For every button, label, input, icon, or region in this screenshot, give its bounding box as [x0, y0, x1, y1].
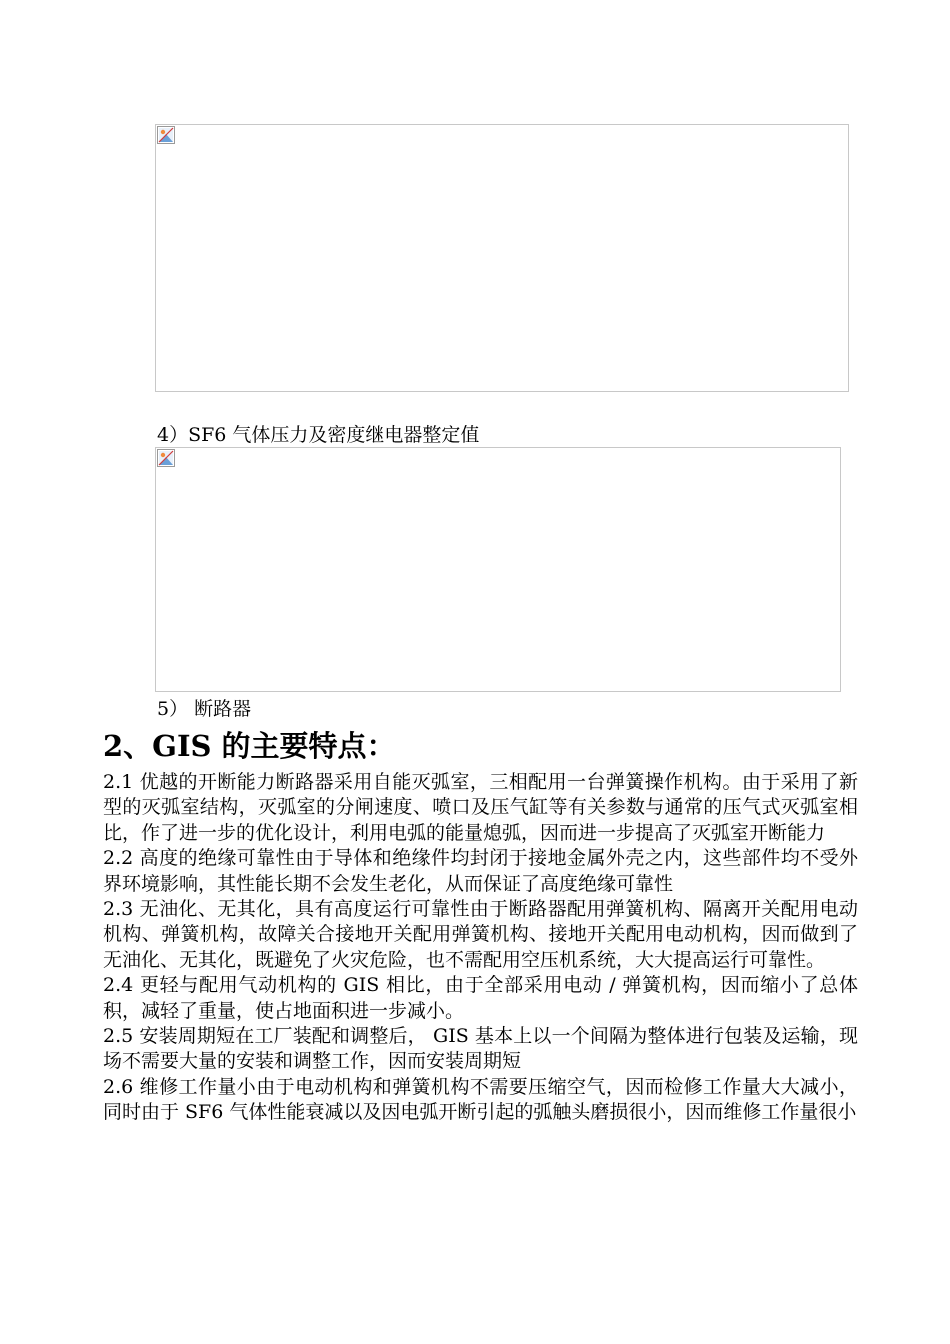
image-placeholder-1	[155, 124, 849, 392]
figure-caption-sf6-relay: 4）SF6 气体压力及密度继电器整定值	[157, 424, 480, 446]
broken-image-icon	[157, 449, 175, 467]
figure-caption-breaker: 5） 断路器	[157, 698, 252, 720]
paragraph-2-1: 2.1 优越的开断能力断路器采用自能灭弧室，三相配用一台弹簧操作机构。由于采用了新型的灭弧室结构，灭弧室的分闸速度、喷口及压气缸等有关参数与通常的压气式灭弧室相比，作了进一步的优化设计，利用电弧的能量熄弧，因而进一步提高了灭弧室开断能力	[103, 771, 858, 844]
paragraph-2-5: 2.5 安装周期短在工厂装配和调整后， GIS 基本上以一个间隔为整体进行包装及运输，现场不需要大量的安装和调整工作，因而安装周期短	[103, 1025, 858, 1073]
section-heading: 2、GIS 的主要特点：	[103, 729, 396, 763]
section-body	[103, 770, 858, 1126]
paragraph-2-2: 2.2 高度的绝缘可靠性由于导体和绝缘件均封闭于接地金属外壳之内，这些部件均不受外界环境影响，其性能长期不会发生老化，从而保证了高度绝缘可靠性	[103, 847, 858, 895]
paragraph-2-6: 2.6 维修工作量小由于电动机构和弹簧机构不需要压缩空气，因而检修工作量大大减小，同时由于 SF6 气体性能衰减以及因电弧开断引起的弧触头磨损很小，因而维修工作量很小	[103, 1075, 858, 1124]
image-placeholder-2	[155, 447, 841, 692]
paragraph-2-3: 2.3 无油化、无其化，具有高度运行可靠性由于断路器配用弹簧机构、隔离开关配用电动机构、弹簧机构，故障关合接地开关配用弹簧机构、接地开关配用电动机构，因而做到了无油化、无其化，既避免了火灾危险，也不需配用空压机系统，大大提高运行可靠性。	[103, 898, 858, 971]
paragraph-2-4: 2.4 更轻与配用气动机构的 GIS 相比，由于全部采用电动 / 弹簧机构，因而缩小了总体积，减轻了重量，使占地面积进一步减小。	[103, 974, 858, 1022]
broken-image-icon	[157, 126, 175, 144]
